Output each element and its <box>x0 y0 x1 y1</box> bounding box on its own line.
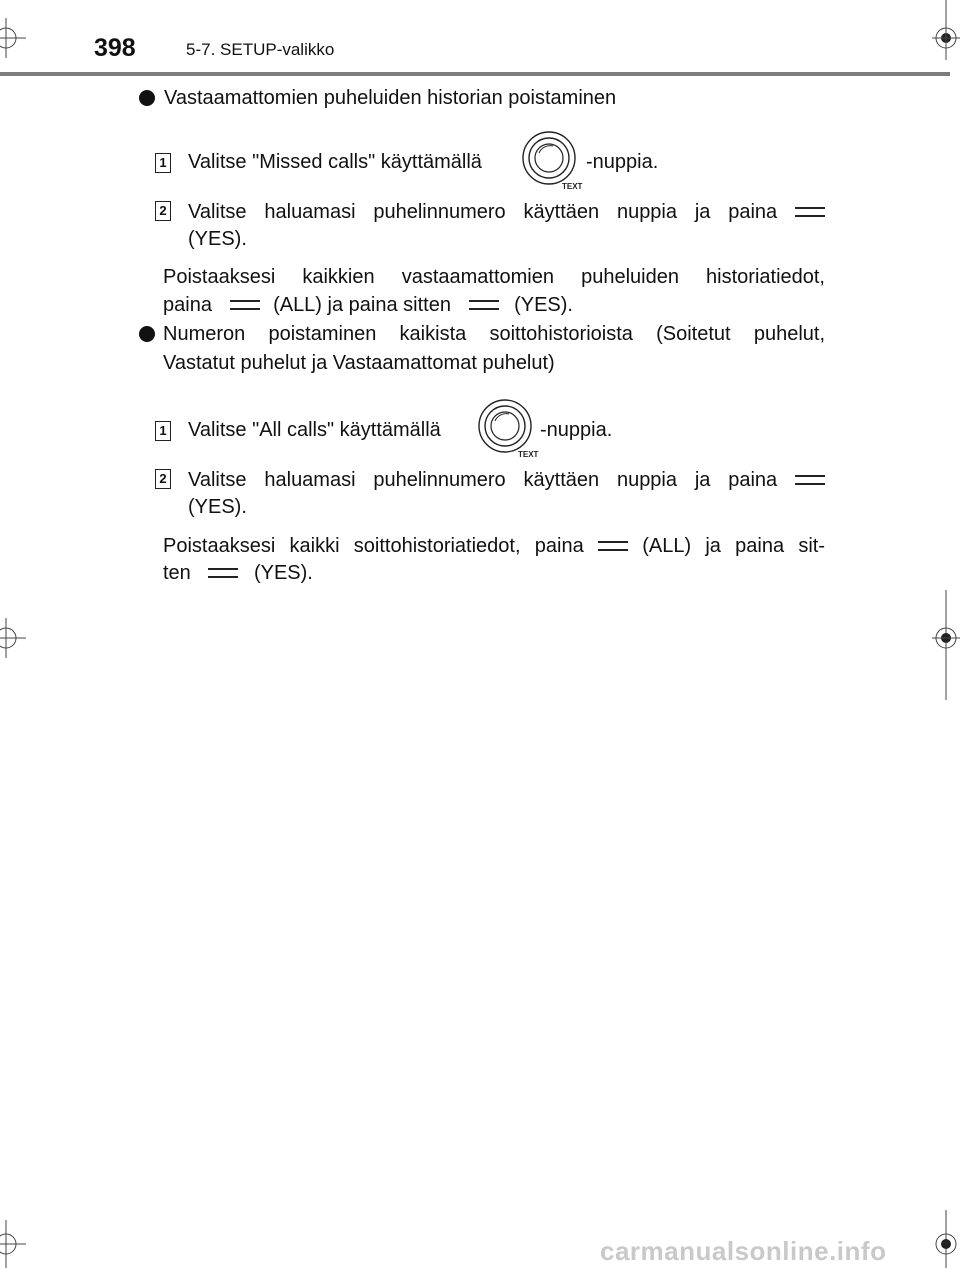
note-text-segment: ten <box>163 562 191 584</box>
crop-mark-mid-right <box>924 590 960 700</box>
step-text-suffix: -nuppia. <box>586 151 659 173</box>
step-text-line: Valitse haluamasi puhelinnumero käyttäen nuppia ja paina <box>188 201 778 223</box>
section-heading-missed: Vastaamattomien puheluiden historian poistaminen <box>164 87 617 109</box>
step-text-line: (YES). <box>188 496 247 518</box>
step-number-badge: 1 <box>155 153 171 173</box>
bullet-icon <box>139 326 155 342</box>
function-key-icon <box>598 541 628 551</box>
text-knob-icon <box>520 129 584 191</box>
bullet-icon <box>139 90 155 106</box>
function-key-icon <box>795 475 825 485</box>
function-key-icon <box>230 300 260 310</box>
section-heading-all-line2: Vastatut puhelut ja Vastaamattomat puhelut) <box>163 352 555 374</box>
step-text-suffix: -nuppia. <box>540 419 613 441</box>
section-heading-all: Numeron poistaminen kaikista soittohistorioista (Soitetut puhelut, <box>163 323 825 345</box>
step-number-badge: 1 <box>155 421 171 441</box>
note-text: Poistaaksesi kaikkien vastaamattomien puheluiden historiatiedot, <box>163 266 825 288</box>
step-number-badge: 2 <box>155 469 171 489</box>
text-knob-icon <box>476 397 540 459</box>
page-number: 398 <box>94 34 136 62</box>
header-divider <box>0 72 950 76</box>
note-text-segment: paina <box>163 294 212 316</box>
note-text <box>163 563 313 583</box>
step-text <box>188 470 825 490</box>
knob-label: TEXT <box>562 182 583 191</box>
function-key-icon <box>208 568 238 578</box>
note-text-segment: Poistaaksesi kaikki soittohistoriatiedot, paina <box>163 535 584 557</box>
crop-mark-top-right <box>924 0 960 60</box>
function-key-icon <box>795 207 825 217</box>
note-text <box>163 536 825 556</box>
step-text-line: Valitse haluamasi puhelinnumero käyttäen nuppia ja paina <box>188 469 778 491</box>
function-key-icon <box>469 300 499 310</box>
knob-label: TEXT <box>518 450 539 459</box>
crop-mark-top-left <box>0 18 30 58</box>
watermark: carmanualsonline.info <box>600 1236 887 1266</box>
crop-mark-mid-left <box>0 618 30 658</box>
step-text: Valitse "All calls" käyttämällä <box>188 419 441 441</box>
step-text <box>188 202 825 222</box>
section-title: 5-7. SETUP-valikko <box>186 40 335 59</box>
step-number-badge: 2 <box>155 201 171 221</box>
note-text-segment: (YES). <box>253 562 313 584</box>
note-text <box>163 295 573 315</box>
crop-mark-bottom-right <box>924 1210 960 1268</box>
step-text-line: (YES). <box>188 228 247 250</box>
note-text-segment: (YES). <box>514 294 573 316</box>
note-text-segment: (ALL) ja paina sit- <box>642 535 825 557</box>
crop-mark-bottom-left <box>0 1220 30 1268</box>
note-text-segment: (ALL) ja paina sitten <box>273 294 451 316</box>
step-text: Valitse "Missed calls" käyttämällä <box>188 151 482 173</box>
